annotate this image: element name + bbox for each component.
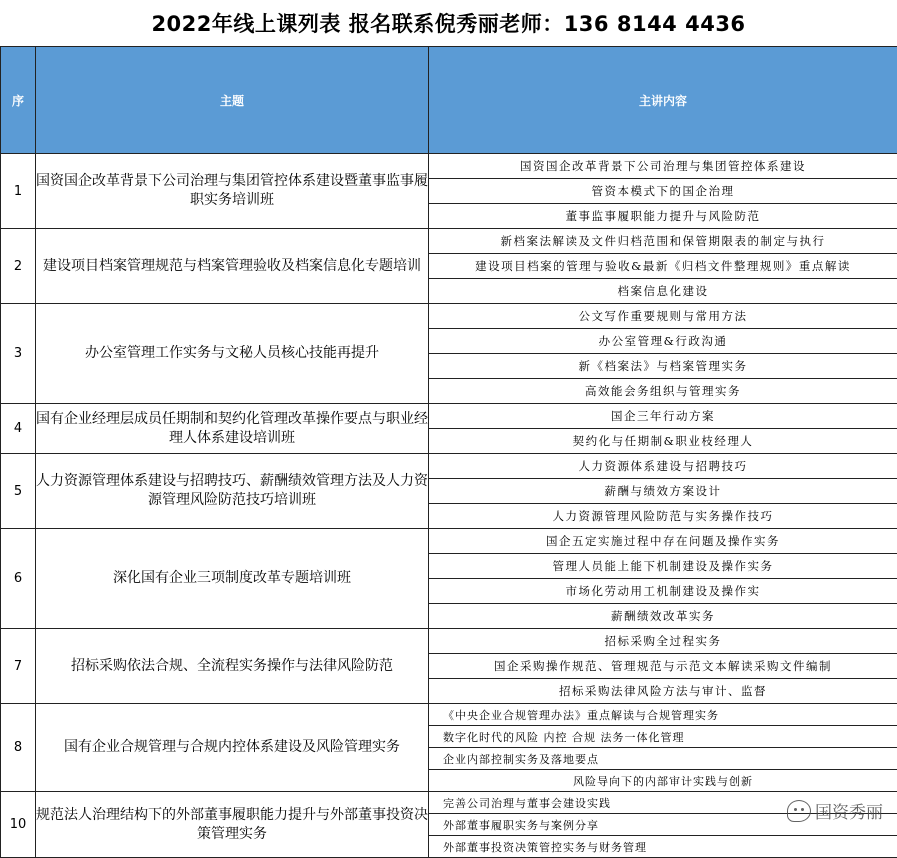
course-content-item: 风险导向下的内部审计实践与创新 bbox=[429, 770, 897, 792]
course-content-item: 董事监事履职能力提升与风险防范 bbox=[429, 204, 897, 229]
table-row bbox=[1, 229, 897, 254]
course-content-item: 新《档案法》与档案管理实务 bbox=[429, 354, 897, 379]
course-content-item: 外部董事履职实务与案例分享 bbox=[429, 814, 897, 836]
course-content-item: 外部董事投资决策管控实务与财务管理 bbox=[429, 836, 897, 858]
course-number: 3 bbox=[1, 304, 36, 404]
course-content-item: 管资本模式下的国企治理 bbox=[429, 179, 897, 204]
page-title: 2022年线上课列表 报名联系倪秀丽老师：136 8144 4436 bbox=[0, 0, 897, 46]
course-number: 6 bbox=[1, 529, 36, 629]
course-topic: 国资国企改革背景下公司治理与集团管控体系建设暨董事监事履职实务培训班 bbox=[36, 154, 429, 229]
header-topic: 主题 bbox=[36, 47, 429, 154]
course-content-item: 薪酬绩效改革实务 bbox=[429, 604, 897, 629]
course-content-item: 市场化劳动用工机制建设及操作实 bbox=[429, 579, 897, 604]
course-content-item: 数字化时代的风险 内控 合规 法务一体化管理 bbox=[429, 726, 897, 748]
wechat-icon bbox=[787, 800, 811, 822]
course-topic: 规范法人治理结构下的外部董事履职能力提升与外部董事投资决策管理实务 bbox=[36, 792, 429, 858]
table-row bbox=[1, 704, 897, 726]
table-row bbox=[1, 629, 897, 654]
course-content-item: 管理人员能上能下机制建设及操作实务 bbox=[429, 554, 897, 579]
course-content-item: 档案信息化建设 bbox=[429, 279, 897, 304]
course-content-item: 招标采购全过程实务 bbox=[429, 629, 897, 654]
course-topic: 深化国有企业三项制度改革专题培训班 bbox=[36, 529, 429, 629]
header-num: 序 bbox=[1, 47, 36, 154]
course-topic: 国有企业合规管理与合规内控体系建设及风险管理实务 bbox=[36, 704, 429, 792]
course-content-item: 国企五定实施过程中存在问题及操作实务 bbox=[429, 529, 897, 554]
course-number: 10 bbox=[1, 792, 36, 858]
course-topic: 招标采购依法合规、全流程实务操作与法律风险防范 bbox=[36, 629, 429, 704]
course-content-item: 《中央企业合规管理办法》重点解读与合规管理实务 bbox=[429, 704, 897, 726]
table-row bbox=[1, 404, 897, 429]
watermark-text: 国资秀丽 bbox=[815, 798, 883, 823]
course-number: 5 bbox=[1, 454, 36, 529]
header-content: 主讲内容 bbox=[429, 47, 897, 154]
course-content-item: 办公室管理&行政沟通 bbox=[429, 329, 897, 354]
course-content-item: 契约化与任期制&职业枝经理人 bbox=[429, 429, 897, 454]
course-content-item: 人力资源体系建设与招聘技巧 bbox=[429, 454, 897, 479]
course-content-item: 招标采购法律风险方法与审计、监督 bbox=[429, 679, 897, 704]
watermark bbox=[787, 798, 883, 823]
course-number: 8 bbox=[1, 704, 36, 792]
course-content-item: 完善公司治理与董事会建设实践 bbox=[429, 792, 897, 814]
course-content-item: 国企采购操作规范、管理规范与示范文本解读采购文件编制 bbox=[429, 654, 897, 679]
course-number: 2 bbox=[1, 229, 36, 304]
course-content-item: 国资国企改革背景下公司治理与集团管控体系建设 bbox=[429, 154, 897, 179]
course-content-item: 人力资源管理风险防范与实务操作技巧 bbox=[429, 504, 897, 529]
table-row bbox=[1, 792, 897, 814]
course-content-item: 国企三年行动方案 bbox=[429, 404, 897, 429]
course-topic: 国有企业经理层成员任期制和契约化管理改革操作要点与职业经理人体系建设培训班 bbox=[36, 404, 429, 454]
table-header-row bbox=[1, 47, 897, 154]
course-number: 1 bbox=[1, 154, 36, 229]
course-content-item: 建设项目档案的管理与验收&最新《归档文件整理规则》重点解读 bbox=[429, 254, 897, 279]
table-row bbox=[1, 529, 897, 554]
course-number: 4 bbox=[1, 404, 36, 454]
table-row bbox=[1, 304, 897, 329]
course-number: 7 bbox=[1, 629, 36, 704]
course-content-item: 薪酬与绩效方案设计 bbox=[429, 479, 897, 504]
course-content-item: 高效能会务组织与管理实务 bbox=[429, 379, 897, 404]
course-content-item: 公文写作重要规则与常用方法 bbox=[429, 304, 897, 329]
course-topic: 建设项目档案管理规范与档案管理验收及档案信息化专题培训 bbox=[36, 229, 429, 304]
table-row bbox=[1, 154, 897, 179]
course-topic: 办公室管理工作实务与文秘人员核心技能再提升 bbox=[36, 304, 429, 404]
table-row bbox=[1, 454, 897, 479]
course-content-item: 新档案法解读及文件归档范围和保管期限表的制定与执行 bbox=[429, 229, 897, 254]
course-content-item: 企业内部控制实务及落地要点 bbox=[429, 748, 897, 770]
course-topic: 人力资源管理体系建设与招聘技巧、薪酬绩效管理方法及人力资源管理风险防范技巧培训班 bbox=[36, 454, 429, 529]
course-table bbox=[0, 46, 897, 858]
